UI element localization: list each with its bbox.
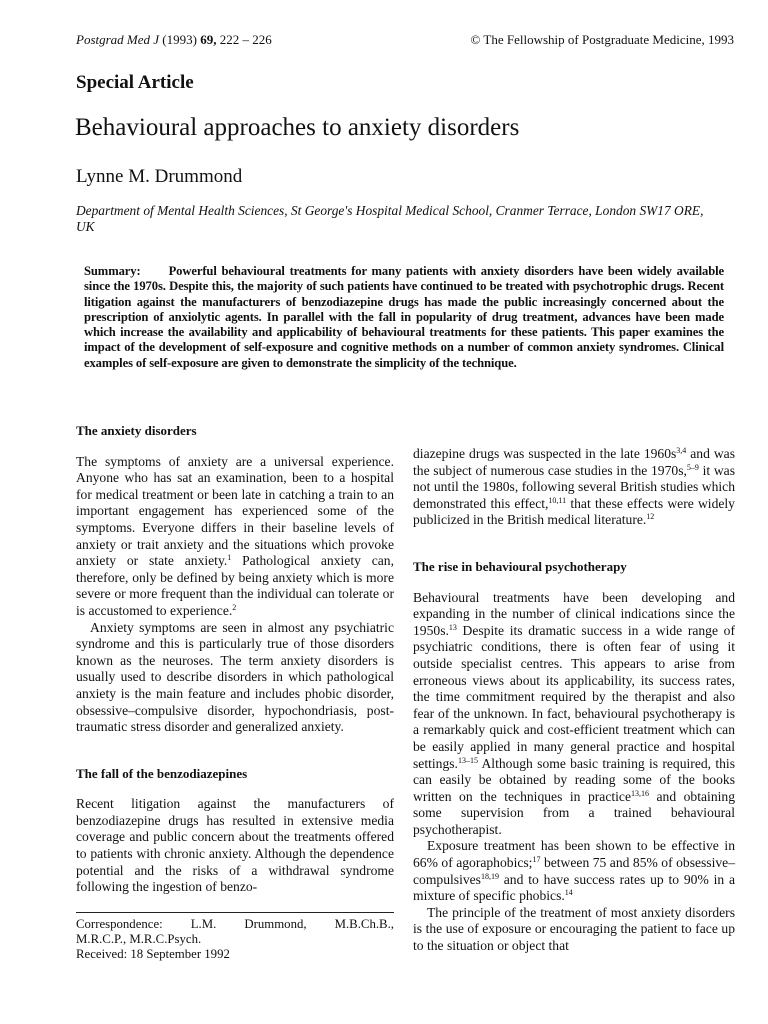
text-run: and to have success rates up to 90% in a mixture of specific phobics. [413, 871, 735, 904]
correspondence-footnote [76, 912, 394, 962]
correspondence-qualifications: M.R.C.P., M.R.C.Psych. [76, 932, 202, 946]
summary-text: Powerful behavioural treatments for many patients with anxiety disorders have been widely available since the 1970s. Despite this, the majority of such patients have continued to be treated with psychotrophic drugs. Recent litigation against the manufacturers of benzodiazepine drugs has made the public increasingly concerned about the prescription of anxiolytic agents. In parallel with the fall in popularity of drug treatment, advances have been made which increase the availability and applicability of behavioural treatments for these patients. This paper examines the impact of the development of self-exposure and cognitive methods on a number of common anxiety syndromes. Clinical examples of self-exposure are given to demonstrate the simplicity of the technique. [84, 264, 724, 370]
reference-marker: 2 [232, 602, 237, 612]
text-run: The symptoms of anxiety are a universal experience. Anyone who has sat an examination, been to a hospital for medical treatment or been late in catching a train to an important engagement has experienced some of the symptoms. Everyone differs in their baseline levels of anxiety or trait anxiety and the situations which provoke anxiety or state anxiety. [76, 453, 394, 569]
affiliation: Department of Mental Health Sciences, St George's Hospital Medical School, Cranmer Terrace, London SW17 ORE, UK [76, 203, 704, 234]
section-heading-anxiety-disorders: The anxiety disorders [76, 423, 197, 438]
left-column [76, 423, 394, 896]
text-run: Behavioural treatments have been developing and expanding in the number of clinical indications since the 1950s. [413, 589, 735, 638]
text-run: Exposure treatment has been shown to be effective in 66% of agoraphobics; [413, 838, 735, 871]
reference-marker: 13 [448, 622, 457, 632]
reference-marker: 17 [532, 855, 541, 865]
citation [76, 32, 272, 48]
correspondence-label: Correspondence: [76, 917, 163, 931]
summary-label: Summary: [84, 264, 141, 278]
correspondence-degree: M.B.Ch.B., [334, 917, 394, 931]
summary [84, 264, 724, 371]
section-heading-benzodiazepines: The fall of the benzodiazepines [76, 765, 248, 781]
article-type: Special Article [76, 72, 194, 93]
text-run: and obtaining some supervision from a trained behavioural psychotherapist. [413, 788, 735, 837]
reference-marker: 13,16 [630, 788, 649, 798]
right-column [413, 446, 736, 955]
correspondence-line [76, 917, 394, 932]
text-run: Pathological anxiety can, therefore, only be defined by being anxiety which is more severe or more frequent than the individual can tolerate or is accustomed to experience. [76, 553, 394, 618]
reference-marker: 5–9 [686, 462, 699, 472]
reference-marker: 18,19 [480, 871, 499, 881]
section-heading-behavioural-psychotherapy: The rise in behavioural psychotherapy [413, 558, 627, 574]
paragraph: Recent litigation against the manufacturers of benzodiazepine drugs has resulted in extensive media coverage and public concern about the treatments offered to patients with chronic anxiety. Although the dependence potential and the risks of a withdrawal syndrome following the ingestion of benzo- [76, 796, 394, 895]
journal-year: (1993) [162, 32, 197, 47]
page-title: Behavioural approaches to anxiety disorders [75, 114, 520, 141]
running-head [76, 32, 734, 48]
correspondence-surname: Drummond, [244, 917, 307, 931]
correspondence-initials: L.M. [190, 917, 217, 931]
reference-marker: 14 [564, 888, 573, 898]
reference-marker: 3,4 [676, 446, 687, 455]
text-run: diazepine drugs was suspected in the late 1960s [413, 446, 677, 461]
text-run: between 75 and 85% of obsessive–compulsives [413, 855, 736, 887]
journal-volume: 69, [200, 32, 217, 47]
journal-pages: 222 – 226 [219, 32, 272, 47]
text-run: Despite its dramatic success in a wide range of psychiatric conditions, there is often fear of using it outside specialist centres. This appears to arise from erroneous views about its applicability, its success rates, the time commitment required by the therapist and also fear of the unknown. In fact, behavioural psychotherapy is a remarkably quick and cost-efficient treatment which can be easily applied in many general practice and hospital settings. [413, 622, 735, 771]
received-date: Received: 18 September 1992 [76, 947, 230, 961]
text-run: and was the subject of numerous case studies in the 1970s, [413, 446, 735, 478]
reference-marker: 1 [227, 553, 232, 563]
author: Lynne M. Drummond [76, 166, 243, 187]
reference-marker: 10,11 [548, 495, 567, 505]
paragraph [413, 838, 735, 904]
text-run: Although some basic training is required, this can easily be obtained by reading some of the books written on the techniques in practice [413, 755, 735, 804]
paragraph [413, 446, 735, 529]
text-run: it was not until the 1980s, following several British studies which demonstrated this effect, [413, 462, 735, 511]
paragraph: The principle of the treatment of most anxiety disorders is the use of exposure or encouraging the patient to face up to the situation or object that [413, 904, 735, 954]
copyright: © The Fellowship of Postgraduate Medicine, 1993 [470, 32, 734, 47]
journal-name: Postgrad Med J [76, 32, 160, 47]
paragraph [76, 454, 394, 620]
reference-marker: 13–15 [457, 755, 478, 765]
reference-marker: 12 [646, 512, 655, 522]
paragraph: Anxiety symptoms are seen in almost any psychiatric syndrome and this is particularly true of those disorders known as the neuroses. The term anxiety disorders is usually used to describe disorders in which pathological anxiety is the main feature and includes phobic disorder, obsessive–compulsive disorder, hypochondriasis, post-traumatic stress disorder and generalized anxiety. [76, 619, 394, 735]
paragraph [413, 590, 735, 839]
text-run: that these effects were widely publicized in the British medical literature. [413, 495, 735, 528]
